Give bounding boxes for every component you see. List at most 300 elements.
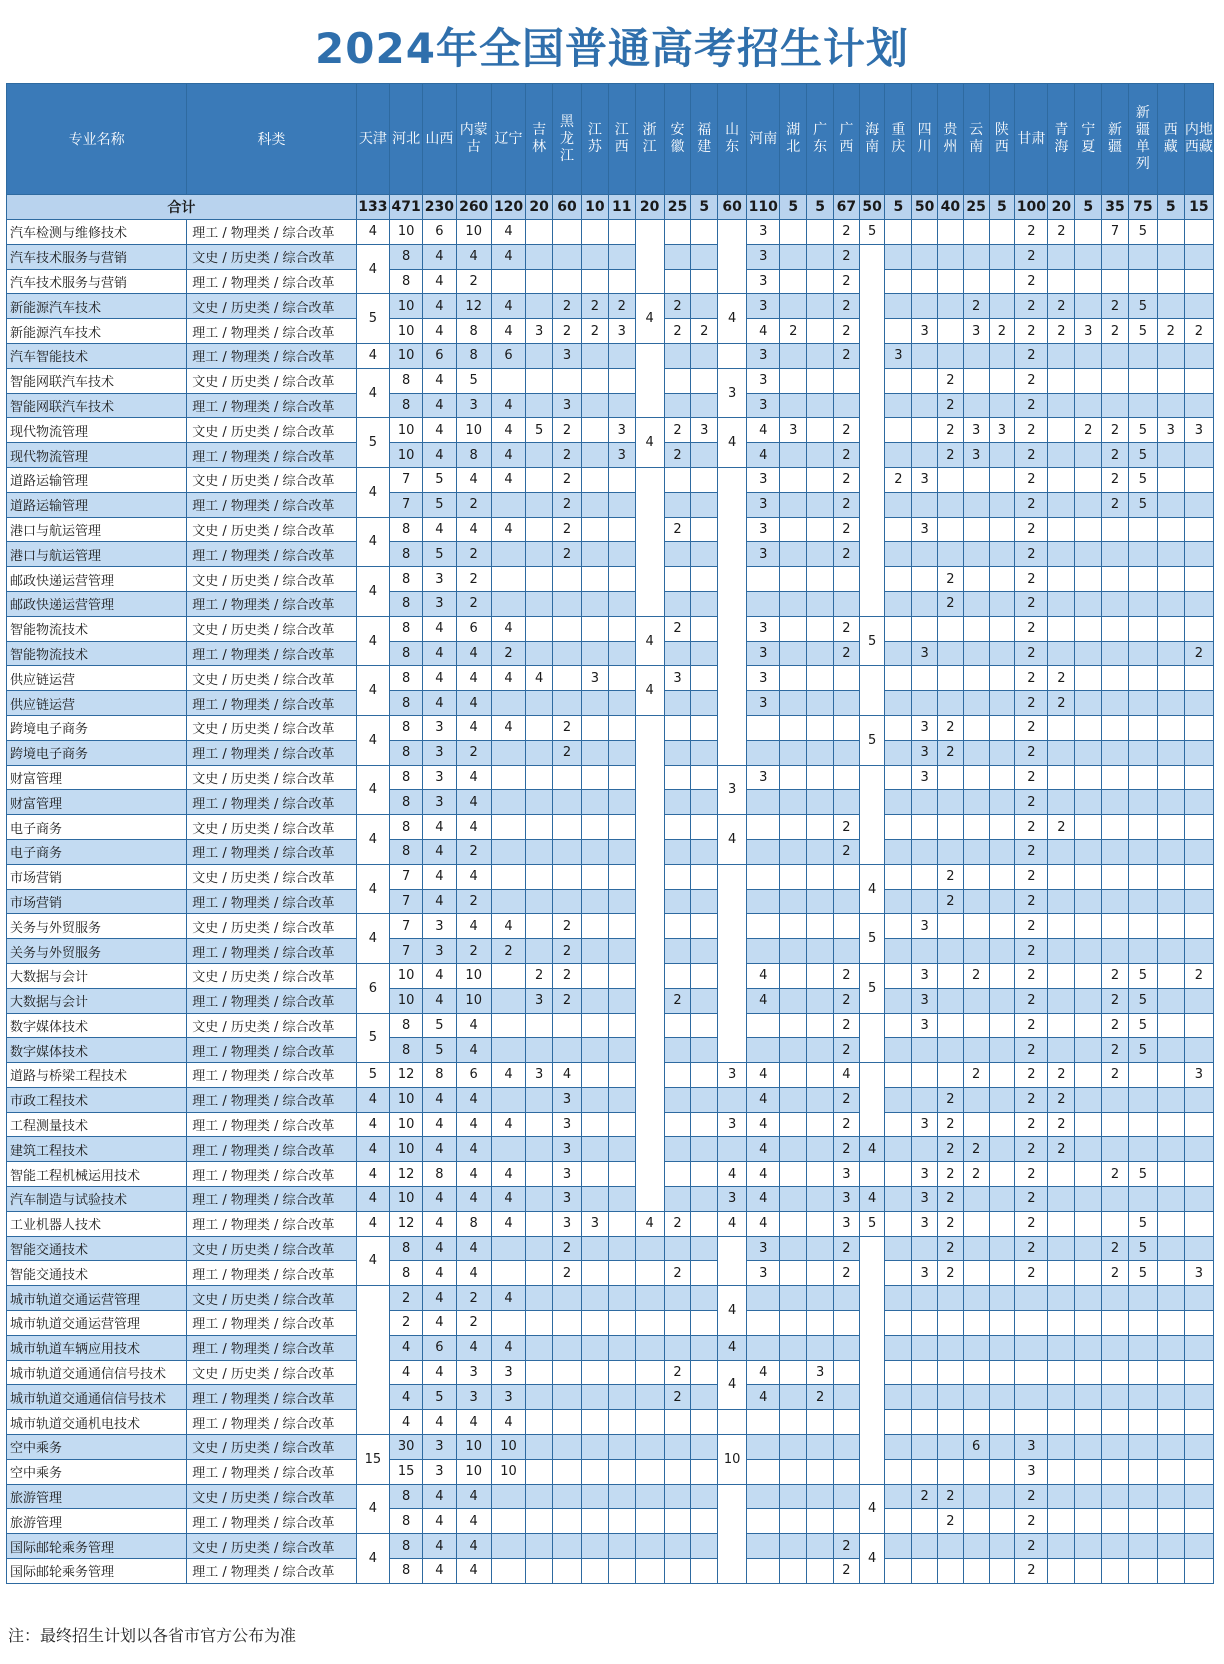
quota-cell: 7 — [1102, 220, 1129, 245]
quota-cell: 8 — [423, 1162, 456, 1187]
quota-cell: 3 — [834, 1187, 860, 1212]
quota-cell: 5 — [1128, 988, 1157, 1013]
header-province: 天津 — [356, 84, 389, 195]
quota-cell — [989, 244, 1015, 269]
quota-cell: 2 — [780, 319, 807, 344]
quota-cell — [1157, 1211, 1184, 1236]
quota-cell: 2 — [664, 1211, 691, 1236]
quota-cell — [807, 591, 834, 616]
quota-cell — [1184, 1410, 1213, 1435]
quota-cell: 3 — [963, 443, 989, 468]
quota-cell: 4 — [356, 1187, 389, 1212]
table-row — [7, 542, 1214, 567]
quota-cell: 2 — [1015, 492, 1048, 517]
quota-cell: 2 — [834, 1087, 860, 1112]
quota-cell — [491, 492, 525, 517]
quota-cell — [747, 914, 780, 939]
quota-cell — [989, 1261, 1015, 1286]
quota-cell — [989, 988, 1015, 1013]
quota-cell — [989, 641, 1015, 666]
quota-cell — [664, 1534, 691, 1559]
quota-cell: 3 — [834, 1162, 860, 1187]
quota-cell — [608, 1187, 635, 1212]
quota-cell — [747, 1509, 780, 1534]
quota-cell: 4 — [456, 815, 491, 840]
quota-cell — [691, 1509, 718, 1534]
quota-cell: 4 — [423, 1559, 456, 1584]
quota-cell — [608, 939, 635, 964]
quota-cell: 5 — [859, 1211, 885, 1236]
quota-cell — [963, 765, 989, 790]
quota-cell: 12 — [456, 294, 491, 319]
quota-cell — [553, 1459, 582, 1484]
quota-cell: 3 — [608, 418, 635, 443]
quota-cell — [691, 691, 718, 716]
quota-cell: 2 — [553, 715, 582, 740]
quota-cell: 5 — [1128, 467, 1157, 492]
table-row — [7, 269, 1214, 294]
quota-cell: 4 — [423, 1484, 456, 1509]
quota-cell — [807, 691, 834, 716]
category: 文史 / 历史类 / 综合改革 — [187, 914, 357, 939]
quota-cell — [1128, 269, 1157, 294]
quota-cell: 5 — [526, 418, 553, 443]
quota-cell — [664, 1559, 691, 1584]
merged-quota-cell: 5 — [859, 914, 885, 964]
quota-cell — [1128, 790, 1157, 815]
quota-cell — [912, 1038, 938, 1063]
quota-cell — [807, 567, 834, 592]
quota-cell: 2 — [581, 319, 608, 344]
quota-cell — [1075, 740, 1102, 765]
quota-cell: 6 — [423, 220, 456, 245]
total-value: 230 — [423, 195, 456, 220]
quota-cell — [912, 343, 938, 368]
table-row — [7, 244, 1214, 269]
quota-cell — [989, 1286, 1015, 1311]
quota-cell — [885, 790, 912, 815]
quota-cell: 2 — [553, 988, 582, 1013]
quota-cell: 2 — [834, 542, 860, 567]
quota-cell: 4 — [859, 1187, 885, 1212]
quota-cell: 3 — [718, 1187, 747, 1212]
quota-cell — [938, 765, 964, 790]
quota-cell — [1157, 864, 1184, 889]
quota-cell — [1048, 418, 1075, 443]
quota-cell: 10 — [456, 220, 491, 245]
quota-cell: 2 — [834, 492, 860, 517]
quota-cell — [608, 1137, 635, 1162]
quota-cell — [581, 1087, 608, 1112]
quota-cell — [938, 914, 964, 939]
quota-cell — [664, 1509, 691, 1534]
quota-cell: 3 — [780, 418, 807, 443]
quota-cell — [1128, 1187, 1157, 1212]
quota-cell: 3 — [747, 467, 780, 492]
quota-cell: 15 — [390, 1459, 423, 1484]
quota-cell: 8 — [390, 1509, 423, 1534]
quota-cell — [885, 889, 912, 914]
merged-quota-cell — [859, 1236, 885, 1484]
quota-cell: 2 — [664, 988, 691, 1013]
quota-cell: 3 — [912, 1211, 938, 1236]
merged-quota-cell — [635, 220, 664, 294]
quota-cell — [938, 1063, 964, 1088]
header-province: 浙江 — [635, 84, 664, 195]
category: 理工 / 物理类 / 综合改革 — [187, 591, 357, 616]
table-row — [7, 1311, 1214, 1336]
quota-cell — [885, 641, 912, 666]
quota-cell — [1128, 691, 1157, 716]
total-value: 15 — [1184, 195, 1213, 220]
quota-cell — [912, 1137, 938, 1162]
quota-cell — [780, 641, 807, 666]
quota-cell — [989, 591, 1015, 616]
quota-cell — [1184, 1112, 1213, 1137]
quota-cell — [526, 1137, 553, 1162]
quota-cell: 7 — [390, 864, 423, 889]
quota-cell: 2 — [1015, 1162, 1048, 1187]
quota-cell — [553, 616, 582, 641]
quota-cell: 8 — [390, 765, 423, 790]
quota-cell — [608, 1360, 635, 1385]
quota-cell — [581, 1385, 608, 1410]
quota-cell: 4 — [423, 1261, 456, 1286]
quota-cell — [1048, 715, 1075, 740]
quota-cell: 2 — [456, 1311, 491, 1336]
quota-cell — [989, 691, 1015, 716]
quota-cell — [1048, 914, 1075, 939]
quota-cell: 3 — [747, 1236, 780, 1261]
quota-cell — [608, 1559, 635, 1584]
quota-cell: 4 — [423, 691, 456, 716]
quota-cell: 2 — [938, 1236, 964, 1261]
quota-cell — [1102, 517, 1129, 542]
merged-quota-cell — [718, 1410, 747, 1435]
quota-cell — [912, 294, 938, 319]
quota-cell — [1157, 244, 1184, 269]
quota-cell: 2 — [553, 740, 582, 765]
quota-cell — [938, 1459, 964, 1484]
major-name: 大数据与会计 — [7, 963, 187, 988]
quota-cell — [1128, 666, 1157, 691]
quota-cell: 2 — [553, 1236, 582, 1261]
quota-cell — [581, 542, 608, 567]
quota-cell — [1075, 244, 1102, 269]
quota-cell — [664, 1484, 691, 1509]
quota-cell — [989, 393, 1015, 418]
quota-cell — [664, 220, 691, 245]
quota-cell: 2 — [1102, 492, 1129, 517]
quota-cell — [885, 1410, 912, 1435]
total-value: 5 — [989, 195, 1015, 220]
category: 理工 / 物理类 / 综合改革 — [187, 988, 357, 1013]
quota-cell: 3 — [526, 1063, 553, 1088]
quota-cell — [581, 1137, 608, 1162]
quota-cell: 10 — [456, 963, 491, 988]
quota-cell — [963, 492, 989, 517]
quota-cell: 3 — [1015, 1459, 1048, 1484]
header-province: 江西 — [608, 84, 635, 195]
table-row — [7, 220, 1214, 245]
quota-cell: 3 — [423, 914, 456, 939]
quota-cell — [938, 1013, 964, 1038]
quota-cell — [526, 1484, 553, 1509]
quota-cell — [526, 1534, 553, 1559]
quota-cell: 2 — [1015, 988, 1048, 1013]
quota-cell — [553, 815, 582, 840]
quota-cell — [1015, 1335, 1048, 1360]
quota-cell — [989, 914, 1015, 939]
quota-cell — [938, 492, 964, 517]
major-name: 现代物流管理 — [7, 418, 187, 443]
quota-cell — [1048, 1534, 1075, 1559]
quota-cell — [1184, 492, 1213, 517]
quota-cell — [526, 368, 553, 393]
quota-cell — [1157, 839, 1184, 864]
quota-cell — [963, 567, 989, 592]
quota-cell — [747, 1013, 780, 1038]
quota-cell — [608, 1435, 635, 1460]
quota-cell — [491, 988, 525, 1013]
quota-cell: 2 — [664, 418, 691, 443]
quota-cell — [807, 1112, 834, 1137]
quota-cell — [780, 815, 807, 840]
merged-quota-cell: 4 — [356, 815, 389, 865]
major-name: 供应链运营 — [7, 666, 187, 691]
quota-cell — [635, 1435, 664, 1460]
quota-cell: 2 — [938, 1261, 964, 1286]
quota-cell — [691, 914, 718, 939]
quota-cell: 3 — [526, 319, 553, 344]
quota-cell — [1048, 591, 1075, 616]
quota-cell — [1157, 1484, 1184, 1509]
quota-cell: 2 — [553, 443, 582, 468]
quota-cell: 3 — [423, 1435, 456, 1460]
quota-cell — [885, 1360, 912, 1385]
header-province: 四川 — [912, 84, 938, 195]
quota-cell: 2 — [1015, 517, 1048, 542]
quota-cell — [1157, 220, 1184, 245]
quota-cell — [1184, 393, 1213, 418]
header-province: 江苏 — [581, 84, 608, 195]
quota-cell — [691, 1137, 718, 1162]
quota-cell — [1075, 1335, 1102, 1360]
quota-cell — [807, 1509, 834, 1534]
table-row — [7, 1484, 1214, 1509]
quota-cell: 3 — [718, 1112, 747, 1137]
quota-cell: 5 — [1128, 319, 1157, 344]
quota-cell — [526, 467, 553, 492]
quota-cell: 10 — [390, 1112, 423, 1137]
quota-cell — [581, 591, 608, 616]
quota-cell — [526, 616, 553, 641]
quota-cell — [526, 220, 553, 245]
quota-cell — [1157, 591, 1184, 616]
quota-cell: 2 — [834, 220, 860, 245]
total-value: 50 — [912, 195, 938, 220]
quota-cell: 4 — [526, 666, 553, 691]
quota-cell: 4 — [456, 1534, 491, 1559]
quota-cell — [747, 1534, 780, 1559]
merged-quota-cell: 15 — [356, 1435, 389, 1485]
quota-cell: 2 — [1015, 939, 1048, 964]
quota-cell: 3 — [912, 914, 938, 939]
quota-cell — [581, 1459, 608, 1484]
quota-cell — [989, 467, 1015, 492]
merged-quota-cell — [859, 1013, 885, 1063]
quota-cell — [807, 815, 834, 840]
table-row — [7, 1211, 1214, 1236]
quota-cell: 2 — [1075, 418, 1102, 443]
quota-cell — [807, 517, 834, 542]
quota-cell — [747, 591, 780, 616]
quota-cell — [912, 790, 938, 815]
category: 理工 / 物理类 / 综合改革 — [187, 740, 357, 765]
quota-cell — [807, 641, 834, 666]
quota-cell: 4 — [747, 1137, 780, 1162]
quota-cell — [989, 1410, 1015, 1435]
quota-cell — [938, 790, 964, 815]
quota-cell: 4 — [747, 418, 780, 443]
quota-cell — [963, 467, 989, 492]
quota-cell: 4 — [859, 1137, 885, 1162]
quota-cell — [581, 839, 608, 864]
quota-cell — [938, 691, 964, 716]
quota-cell — [747, 839, 780, 864]
quota-cell — [1048, 1311, 1075, 1336]
quota-cell: 2 — [1015, 839, 1048, 864]
table-row — [7, 1137, 1214, 1162]
total-value: 25 — [664, 195, 691, 220]
quota-cell — [912, 418, 938, 443]
quota-cell — [1075, 1534, 1102, 1559]
quota-cell — [1128, 1063, 1157, 1088]
quota-cell — [1157, 939, 1184, 964]
category: 文史 / 历史类 / 综合改革 — [187, 567, 357, 592]
quota-cell — [1128, 1360, 1157, 1385]
quota-cell — [834, 939, 860, 964]
page-title: 2024年全国普通高考招生计划 — [315, 24, 909, 73]
quota-cell — [526, 1162, 553, 1187]
quota-cell — [747, 889, 780, 914]
quota-cell — [885, 963, 912, 988]
quota-cell — [989, 1360, 1015, 1385]
quota-cell: 2 — [553, 517, 582, 542]
quota-cell — [1157, 815, 1184, 840]
quota-cell — [1157, 1534, 1184, 1559]
quota-cell — [1075, 1137, 1102, 1162]
quota-cell — [885, 294, 912, 319]
quota-cell: 3 — [885, 343, 912, 368]
quota-cell: 2 — [807, 1385, 834, 1410]
quota-cell: 3 — [834, 1211, 860, 1236]
quota-cell — [691, 220, 718, 245]
quota-cell — [1075, 1211, 1102, 1236]
quota-cell: 8 — [390, 616, 423, 641]
major-name: 财富管理 — [7, 765, 187, 790]
header-province: 云南 — [963, 84, 989, 195]
quota-cell — [553, 641, 582, 666]
quota-cell — [1157, 691, 1184, 716]
quota-cell — [1157, 1459, 1184, 1484]
quota-cell — [1128, 542, 1157, 567]
total-value: 10 — [581, 195, 608, 220]
quota-cell — [691, 368, 718, 393]
quota-cell — [526, 1435, 553, 1460]
category: 理工 / 物理类 / 综合改革 — [187, 1137, 357, 1162]
quota-cell — [989, 1459, 1015, 1484]
quota-cell: 8 — [390, 666, 423, 691]
quota-cell: 2 — [1048, 1087, 1075, 1112]
quota-cell — [526, 294, 553, 319]
quota-cell — [1128, 517, 1157, 542]
quota-cell — [780, 220, 807, 245]
quota-cell: 4 — [456, 1509, 491, 1534]
quota-cell — [581, 939, 608, 964]
quota-cell: 2 — [456, 839, 491, 864]
quota-cell — [608, 1087, 635, 1112]
quota-cell — [807, 368, 834, 393]
quota-cell — [885, 988, 912, 1013]
quota-cell — [780, 1335, 807, 1360]
quota-cell — [1015, 1286, 1048, 1311]
quota-cell: 4 — [456, 1112, 491, 1137]
quota-cell — [1048, 864, 1075, 889]
quota-cell — [747, 939, 780, 964]
quota-cell — [780, 1509, 807, 1534]
quota-cell — [834, 666, 860, 691]
quota-cell: 3 — [747, 517, 780, 542]
merged-quota-cell: 4 — [356, 1484, 389, 1534]
quota-cell — [1102, 343, 1129, 368]
quota-cell — [581, 1261, 608, 1286]
quota-cell — [1048, 1435, 1075, 1460]
quota-cell — [526, 740, 553, 765]
quota-cell — [491, 1484, 525, 1509]
quota-cell — [938, 517, 964, 542]
quota-cell: 4 — [747, 1063, 780, 1088]
quota-cell — [1128, 1484, 1157, 1509]
quota-cell: 2 — [938, 368, 964, 393]
quota-cell — [807, 1410, 834, 1435]
merged-quota-cell: 4 — [356, 666, 389, 716]
merged-quota-cell: 5 — [356, 1013, 389, 1063]
quota-cell — [1048, 542, 1075, 567]
quota-cell — [1075, 839, 1102, 864]
quota-cell — [1157, 963, 1184, 988]
quota-cell — [885, 443, 912, 468]
quota-cell: 2 — [664, 616, 691, 641]
quota-cell — [1102, 1211, 1129, 1236]
quota-cell — [989, 1211, 1015, 1236]
quota-cell — [780, 740, 807, 765]
quota-cell — [553, 368, 582, 393]
quota-cell — [912, 591, 938, 616]
quota-cell — [938, 220, 964, 245]
category: 理工 / 物理类 / 综合改革 — [187, 492, 357, 517]
quota-cell: 3 — [456, 1385, 491, 1410]
category: 理工 / 物理类 / 综合改革 — [187, 542, 357, 567]
quota-cell — [834, 1286, 860, 1311]
quota-cell — [581, 1162, 608, 1187]
merged-quota-cell: 4 — [356, 244, 389, 294]
quota-cell — [491, 1013, 525, 1038]
header-province: 福建 — [691, 84, 718, 195]
quota-cell: 2 — [456, 542, 491, 567]
quota-cell — [635, 1484, 664, 1509]
quota-cell — [834, 1484, 860, 1509]
